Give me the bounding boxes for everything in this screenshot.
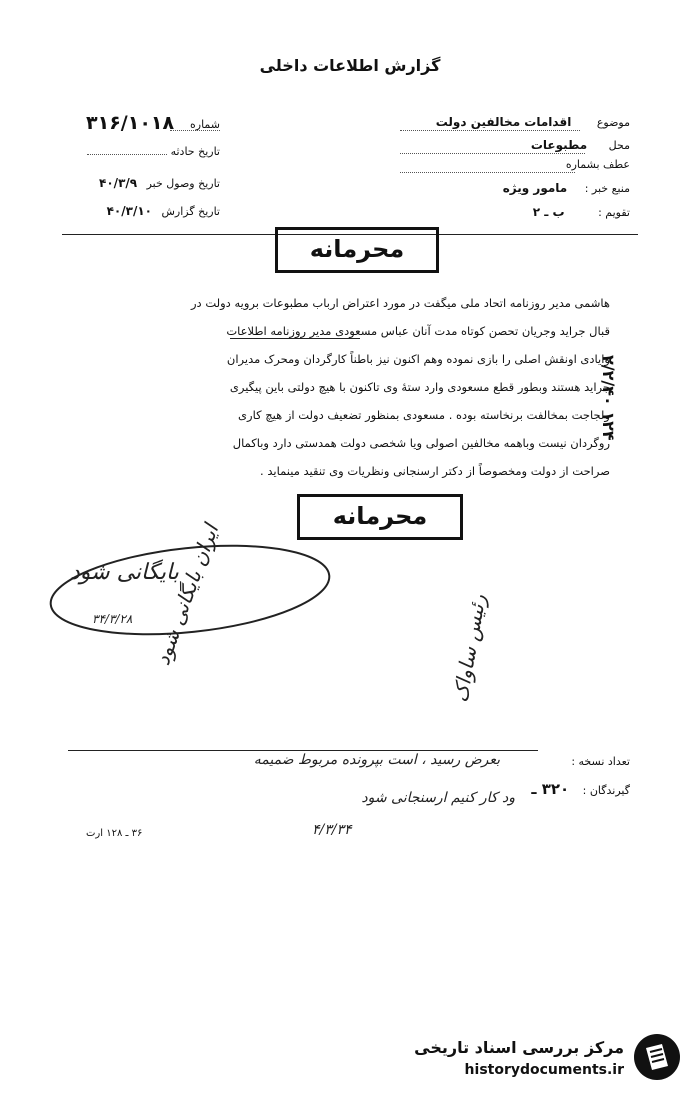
receipt-date-row xyxy=(40,176,220,196)
body-line: ولجاجت بمخالفت برنخاسته بوده . مسعودی بمنظور تضعیف دولت از هیچ کاری xyxy=(238,408,610,422)
incident-date-dots xyxy=(87,154,167,155)
handwriting-line-3: ۴/۳/۳۴ xyxy=(312,822,352,838)
body-line: صراحت از دولت ومخصوصاً از دکتر ارسنجانی ونظریات وی تنقید مینماید . xyxy=(260,464,610,478)
report-date-label: تاریخ گزارش xyxy=(161,205,220,218)
report-body xyxy=(90,296,610,492)
handwriting-left-column: ایران بایگانی شود xyxy=(150,521,224,669)
subject-label: موضوع xyxy=(596,116,630,129)
handwriting-line-2: ود کار کنیم ارسنجانی شود xyxy=(361,790,515,806)
reference-row xyxy=(400,158,630,178)
handwriting-right-column: رئیس ساواک xyxy=(448,592,491,705)
place-dots xyxy=(400,153,585,154)
watermark-title: مرکز بررسی اسناد تاریخی xyxy=(414,1038,624,1057)
evaluation-value: ب ـ ۲ xyxy=(532,205,565,219)
source-label: منبع خبر : xyxy=(584,182,630,195)
source-value: مامور ویژه xyxy=(502,181,568,195)
watermark-url[interactable]: historydocuments.ir xyxy=(464,1062,624,1078)
copies-label: تعداد نسخه : xyxy=(571,755,630,768)
receipt-date-value: ۴۰/۳/۹ xyxy=(99,176,138,190)
report-title: گزارش اطلاعات داخلی xyxy=(259,56,441,75)
body-line: هاشمی مدیر روزنامه اتحاد ملی میگفت در مورد اعتراض ارباب مطبوعات برویه دولت در xyxy=(191,296,610,310)
recipients-value: ۳۲۰ ـ xyxy=(531,780,570,798)
body-line: قبال جراید وجریان تحصن کوتاه مدت آنان عباس مسعودی مدیر روزنامه اطلاعات xyxy=(226,324,610,338)
side-reference-code: ۲/۲/۴۰ ۱۲۴ xyxy=(599,355,618,441)
source-row xyxy=(400,181,630,201)
handwriting-oval-note: بایگانی شود xyxy=(70,560,179,585)
confidential-stamp-top: محرمانه xyxy=(275,227,439,273)
confidential-stamp-bottom: محرمانه xyxy=(297,494,463,540)
underline-name xyxy=(230,338,360,339)
body-line: روگردان نیست وباهمه مخالفین اصولی ویا شخصی دولت همدستی دارد وباکمال xyxy=(232,436,610,450)
receipt-date-label: تاریخ وصول خبر xyxy=(146,177,220,190)
report-date-value: ۴۰/۳/۱۰ xyxy=(106,204,152,218)
body-line: وایادی اونقش اصلی را بازی نموده وهم اکنون نیز باطناً کارگردان ومحرک مدیران xyxy=(226,352,610,366)
lower-divider xyxy=(68,750,538,751)
subject-row xyxy=(400,115,630,135)
archive-document-icon xyxy=(632,1032,682,1082)
report-date-row xyxy=(40,204,220,224)
report-number-value: ۳۱۶/۱۰۱۸ xyxy=(86,112,175,134)
evaluation-label: تقویم : xyxy=(598,206,630,219)
archive-watermark xyxy=(392,1028,682,1088)
handwriting-line-1: بعرض رسید ، است بپرونده مربوط ضمیمه xyxy=(253,752,500,768)
incident-date-label: تاریخ حادثه xyxy=(170,145,220,158)
place-value: مطبوعات xyxy=(530,138,588,152)
recipients-row xyxy=(500,780,630,800)
subject-dots xyxy=(400,130,580,131)
incident-date-row xyxy=(70,145,220,165)
recipients-label: گیرندگان : xyxy=(582,784,630,797)
place-label: محل xyxy=(608,139,630,152)
evaluation-row xyxy=(400,205,630,225)
handwriting-oval-note-2: ۳۴/۳/۲۸ xyxy=(92,612,133,626)
reference-label: عطف بشماره xyxy=(565,158,630,171)
form-code: ۳۶ ـ ۱۲۸ ارت xyxy=(86,828,143,839)
reference-dots xyxy=(400,172,575,173)
copies-row xyxy=(520,755,630,775)
body-line: جراید هستند وبطور قطع مسعودی وارد ستهٔ وی تاکنون با هیچ دولتی باین پیگیری xyxy=(229,380,610,394)
subject-value: اقدامات مخالفین دولت xyxy=(435,115,572,129)
place-row xyxy=(400,138,630,158)
report-number-label: شماره xyxy=(190,118,221,131)
